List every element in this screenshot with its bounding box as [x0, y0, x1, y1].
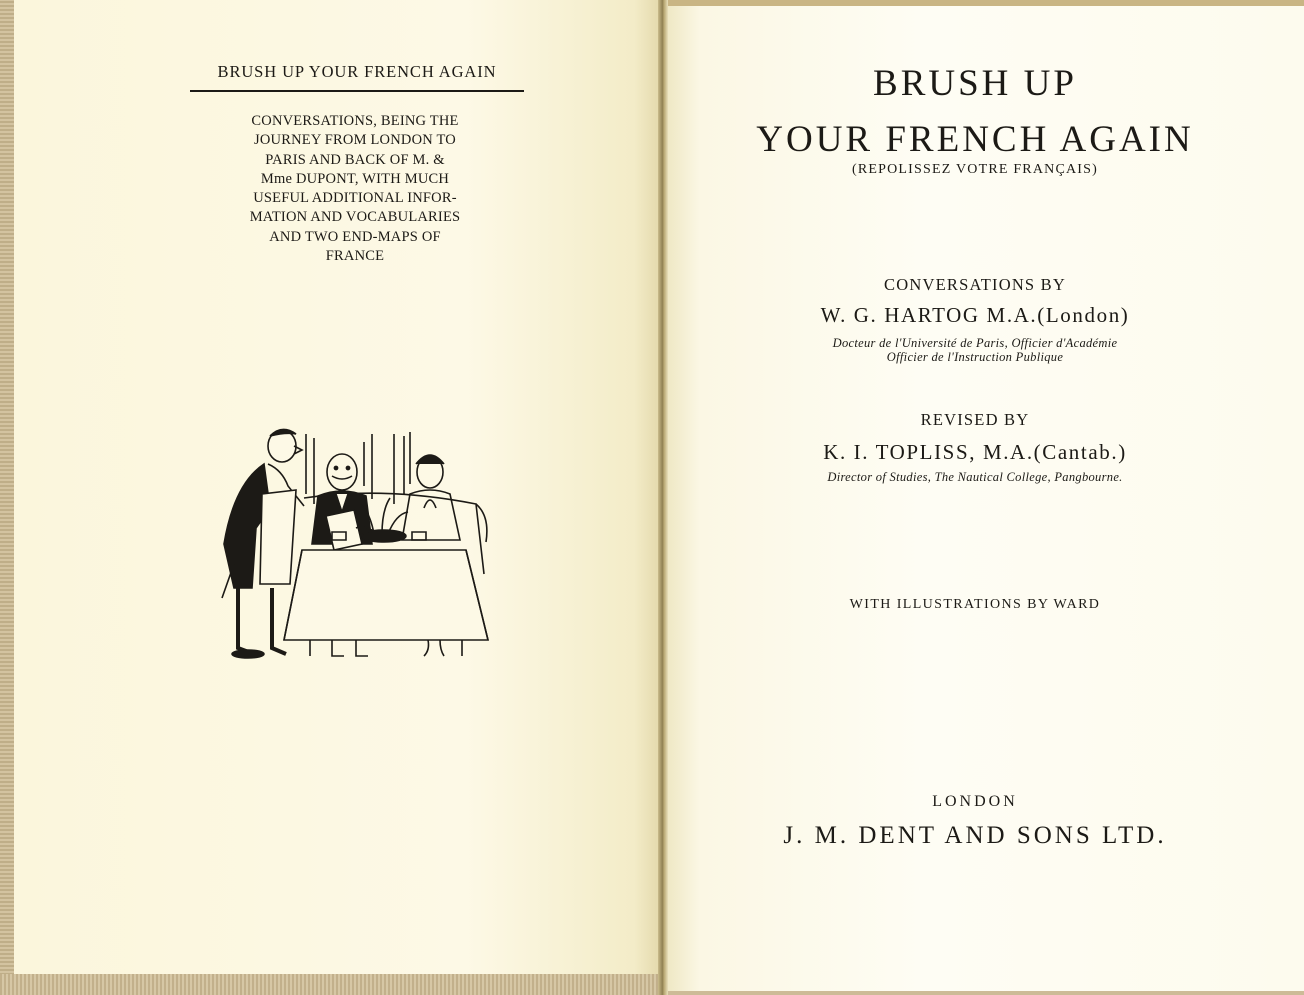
book-gutter [658, 0, 668, 995]
illustrations-credit: WITH ILLUSTRATIONS BY WARD [849, 597, 1101, 612]
title-line: YOUR FRENCH AGAIN [756, 119, 1194, 160]
blurb-line: FRANCE [325, 248, 385, 265]
revised-by: REVISED BY [920, 410, 1030, 429]
blurb-line: MATION AND VOCABULARIES [249, 209, 461, 226]
book-title [700, 56, 1250, 168]
half-title-rule [190, 90, 524, 92]
blurb-line: CONVERSATIONS, BEING THE [251, 113, 459, 129]
half-title: BRUSH UP YOUR FRENCH AGAIN [217, 62, 497, 81]
conversations-by: CONVERSATIONS BY [884, 275, 1066, 294]
subtitle: (REPOLISSEZ VOTRE FRANÇAIS) [851, 162, 1099, 177]
cover-cloth-bottom [0, 974, 660, 995]
restaurant-illustration [214, 424, 496, 660]
author-name: W. G. HARTOG M.A.(London) [820, 303, 1130, 327]
credential-line: Docteur de l'Université de Paris, Officier d'Académie [832, 336, 1118, 350]
credential-line: Officier de l'Instruction Publique [886, 350, 1064, 364]
publisher-city: LONDON [932, 793, 1018, 810]
blurb [228, 112, 482, 266]
blurb-line: USEFUL ADDITIONAL INFOR- [253, 190, 457, 207]
cover-cloth-edge [0, 0, 14, 995]
author-credentials [700, 336, 1250, 364]
blurb-line: JOURNEY FROM LONDON TO [254, 132, 456, 149]
title-line: BRUSH UP [873, 63, 1077, 104]
reviser-credentials: Director of Studies, The Nautical College, Pangbourne. [827, 470, 1123, 484]
reviser-name: K. I. TOPLISS, M.A.(Cantab.) [823, 440, 1127, 464]
blurb-line: PARIS AND BACK OF M. & [265, 151, 445, 168]
blurb-line: Mme DUPONT, WITH MUCH [260, 170, 450, 187]
publisher-name: J. M. DENT AND SONS LTD. [783, 822, 1167, 849]
blurb-line: AND TWO END-MAPS OF [269, 228, 441, 245]
